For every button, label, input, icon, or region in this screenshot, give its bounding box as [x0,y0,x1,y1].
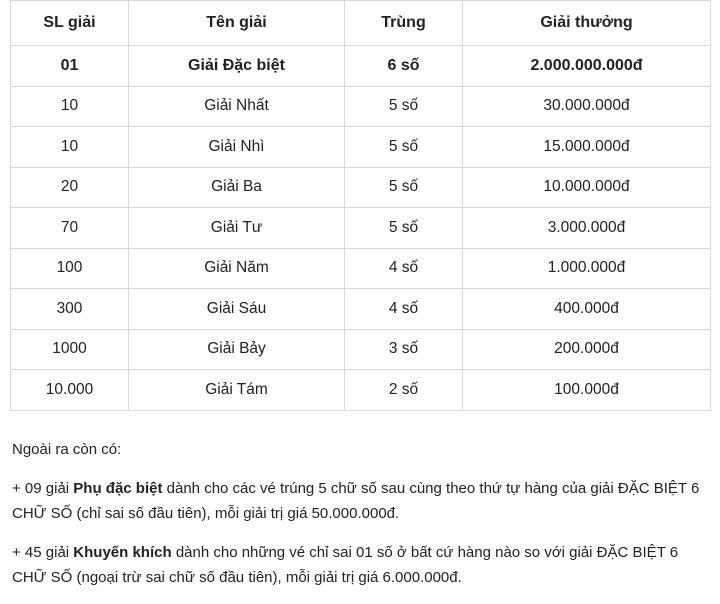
prize-table [10,0,711,411]
cell-count: 01 [11,46,129,87]
cell-match: 4 số [345,248,463,289]
note-bold-label: Phụ đặc biệt [73,479,163,497]
cell-prize-value: 30.000.000đ [463,86,711,127]
cell-count: 1000 [11,329,129,370]
cell-match: 2 số [345,370,463,411]
table-row [11,86,711,127]
cell-count: 100 [11,248,129,289]
cell-count: 70 [11,208,129,249]
table-row [11,329,711,370]
cell-prize-name: Giải Bảy [129,329,345,370]
cell-prize-name: Giải Tám [129,370,345,411]
column-header-count: SL giải [11,1,129,46]
note-special-sub-prize [12,476,708,540]
cell-prize-name: Giải Sáu [129,289,345,330]
note-bold-label: Khuyến khích [73,543,172,561]
cell-match: 4 số [345,289,463,330]
cell-prize-name: Giải Nhất [129,86,345,127]
cell-prize-value: 10.000.000đ [463,167,711,208]
table-row [11,289,711,330]
column-header-prize-name: Tên giải [129,1,345,46]
cell-count: 300 [11,289,129,330]
table-row [11,370,711,411]
cell-count: 20 [11,167,129,208]
cell-prize-value: 1.000.000đ [463,248,711,289]
notes-intro: Ngoài ra còn có: [12,440,122,458]
table-row [11,46,711,87]
cell-prize-value: 15.000.000đ [463,127,711,168]
column-header-prize-value: Giải thưởng [463,1,711,46]
note-rest: dành cho những vé chỉ sai 01 số ở bất cứ hàng nào so với giải ĐẶC BIỆT 6 CHỮ SỐ (ngoại trừ sai chữ số đầu tiên), mỗi giải trị giá 6.000.000đ. [12,543,679,586]
cell-count: 10 [11,86,129,127]
column-header-match: Trùng [345,1,463,46]
table-header-row [11,1,711,46]
cell-count: 10 [11,127,129,168]
note-rest: dành cho các vé trúng 5 chữ số sau cùng theo thứ tự hàng của giải ĐẶC BIỆT 6 CHỮ SỐ (chỉ sai số đầu tiên), mỗi giải trị giá 50.000.000đ. [12,479,700,522]
cell-prize-name: Giải Đặc biệt [129,46,345,87]
table-row [11,208,711,249]
note-prefix: + 09 giải [12,479,74,497]
additional-notes [0,411,720,604]
cell-match: 6 số [345,46,463,87]
cell-prize-name: Giải Ba [129,167,345,208]
cell-prize-name: Giải Năm [129,248,345,289]
note-consolation-prize [12,540,708,604]
cell-prize-name: Giải Nhì [129,127,345,168]
cell-prize-value: 2.000.000.000đ [463,46,711,87]
cell-prize-value: 100.000đ [463,370,711,411]
table-row [11,127,711,168]
note-prefix: + 45 giải [12,543,74,561]
cell-prize-value: 200.000đ [463,329,711,370]
cell-count: 10.000 [11,370,129,411]
table-header [11,1,711,46]
cell-match: 3 số [345,329,463,370]
cell-match: 5 số [345,167,463,208]
cell-match: 5 số [345,208,463,249]
cell-match: 5 số [345,86,463,127]
table-body [11,46,711,411]
table-row [11,167,711,208]
cell-match: 5 số [345,127,463,168]
cell-prize-value: 3.000.000đ [463,208,711,249]
cell-prize-name: Giải Tư [129,208,345,249]
cell-prize-value: 400.000đ [463,289,711,330]
table-row [11,248,711,289]
